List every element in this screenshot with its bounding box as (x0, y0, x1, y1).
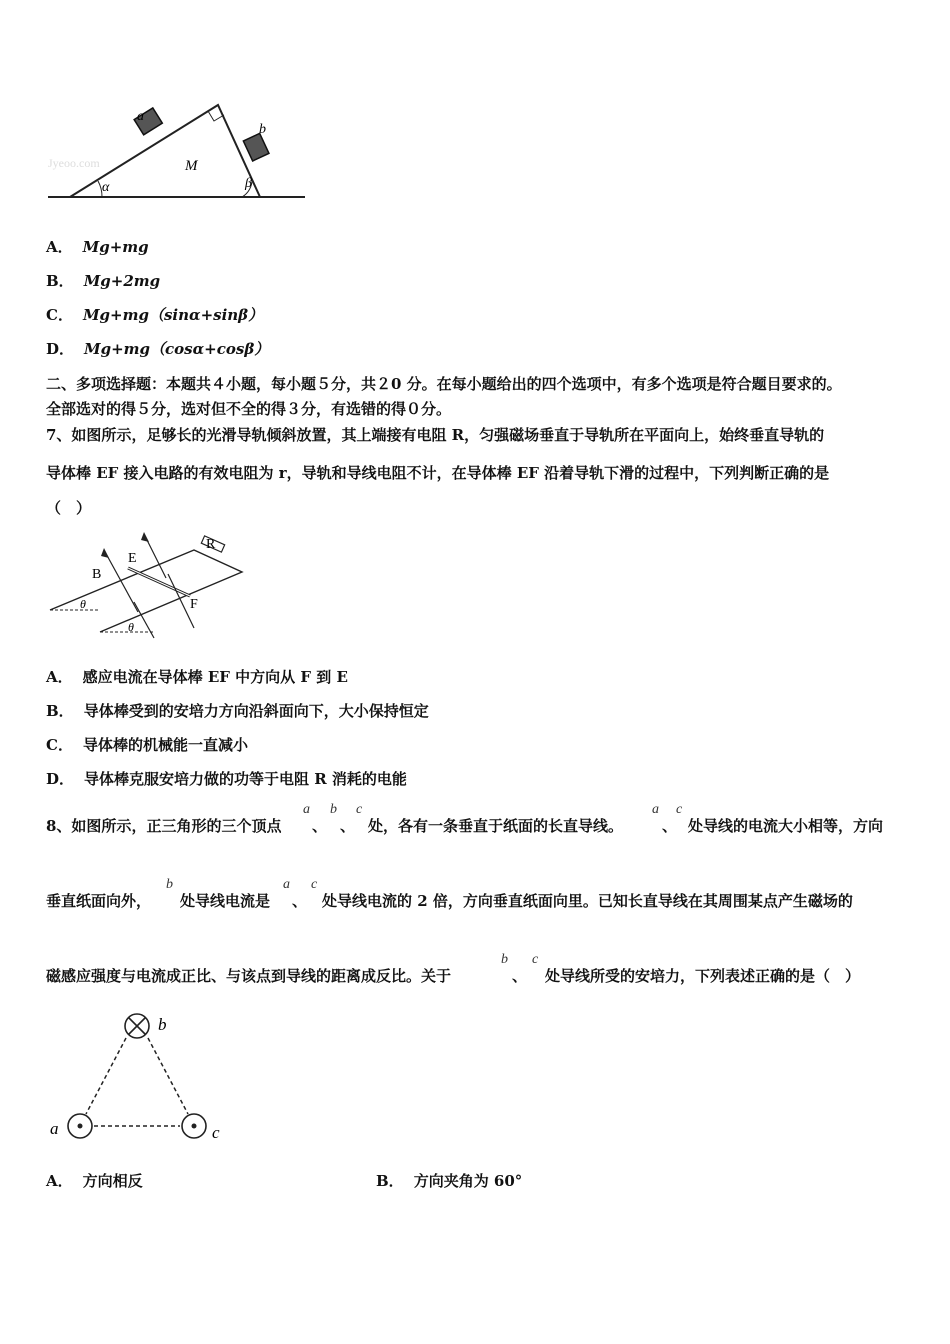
q7-option-d[interactable]: D． 导体棒克服安培力做的功等于电阻 R 消耗的电能 (46, 770, 407, 788)
q6-option-c[interactable]: C． Mg+mg（sinα+sinβ） (46, 306, 264, 324)
label-a: a (50, 1119, 59, 1138)
label-theta-2: θ (128, 620, 134, 634)
q8-option-b[interactable]: B． 方向夹角为 60° (376, 1172, 523, 1190)
q8-option-a[interactable]: A． 方向相反 (46, 1172, 143, 1190)
rails-figure (44, 532, 249, 644)
label-b: b (259, 122, 266, 137)
label-F: F (190, 597, 198, 612)
q7-option-b[interactable]: B． 导体棒受到的安培力方向沿斜面向下，大小保持恒定 (46, 702, 429, 720)
q7-option-c[interactable]: C． 导体棒的机械能一直减小 (46, 736, 248, 754)
q7-option-a[interactable]: A． 感应电流在导体棒 EF 中方向从 F 到 E (46, 668, 348, 686)
wire-a-out-of-page (68, 1114, 92, 1138)
label-B: B (92, 567, 102, 582)
section2-line1: 二、多项选择题：本题共４小题，每小题５分，共２0 分。在每小题给出的四个选项中，有多个选项是符合题目要求的。 (46, 375, 842, 393)
watermark: Jyeoo.com (48, 156, 100, 170)
section2-line2: 全部选对的得５分，选对但不全的得３分，有选错的得０分。 (46, 400, 452, 418)
label-beta: β (245, 176, 252, 191)
q8-stem-line3-b: 处导线所受的安培力，下列表述正确的是（ ） (545, 967, 861, 985)
label-R: R (206, 537, 216, 552)
block-b (243, 133, 269, 161)
q6-option-a[interactable]: A． Mg+mg (46, 238, 149, 256)
q7-stem-line2: 导体棒 EF 接入电路的有效电阻为 r，导轨和导线电阻不计，在导体棒 EF 沿着导轨下滑的过程中，下列判断正确的是 (46, 464, 830, 482)
q8-stem-line1-a: 8、如图所示，正三角形的三个顶点 (46, 817, 282, 835)
q8-stem-line1-c: 处导线的电流大小相等，方向 (688, 817, 884, 835)
label-b: b (158, 1015, 167, 1034)
q6-option-d[interactable]: D． Mg+mg（cosα+cosβ） (46, 340, 270, 358)
q8-stem-line3-a: 磁感应强度与电流成正比、与该点到导线的距离成反比。关于 (46, 967, 452, 985)
label-M: M (185, 158, 198, 174)
q8-stem-line1-b: 处，各有一条垂直于纸面的长直导线。 (368, 817, 624, 835)
label-alpha: α (102, 180, 110, 195)
q6-option-b[interactable]: B． Mg+2mg (46, 272, 161, 290)
label-c: c (212, 1123, 220, 1142)
q8-stem-line2-a: 垂直纸面向外， (46, 892, 152, 910)
incline-figure (40, 95, 310, 205)
q7-stem-line3: （ ） (46, 499, 92, 517)
wire-c-out-of-page (182, 1114, 206, 1138)
label-a: a (137, 109, 144, 124)
label-theta-1: θ (80, 597, 86, 611)
label-E: E (128, 551, 137, 566)
triangle-figure (44, 1008, 234, 1148)
q8-stem-line2-b: 处导线电流是 (180, 892, 271, 910)
wire-b-into-page (125, 1014, 149, 1038)
q8-stem-line2-c: 处导线电流的 2 倍，方向垂直纸面向里。已知长直导线在其周围某点产生磁场的 (322, 892, 853, 910)
q7-stem-line1: 7、如图所示，足够长的光滑导轨倾斜放置，其上端接有电阻 R，匀强磁场垂直于导轨所在平面向上，始终垂直导轨的 (46, 426, 825, 444)
